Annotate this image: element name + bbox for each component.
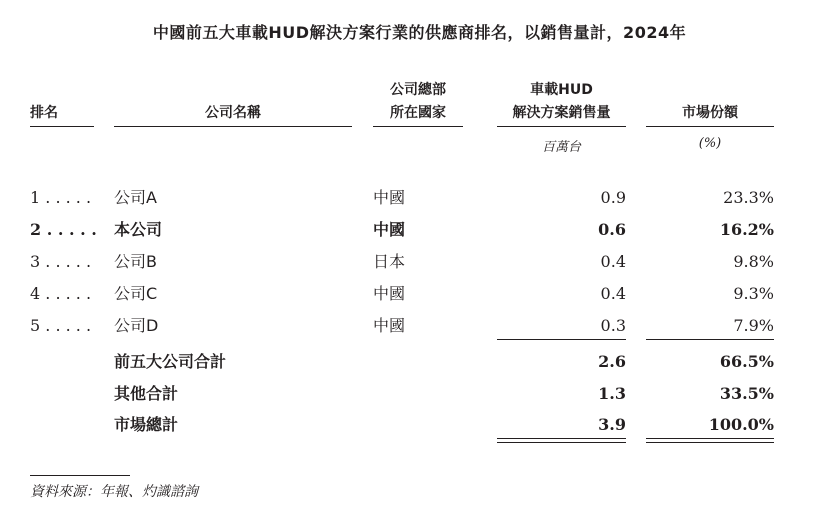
- company-cell: 公司A: [114, 188, 157, 207]
- country-cell: 中國: [373, 188, 406, 207]
- unit-volume: 百萬台: [541, 140, 581, 155]
- country-cell: 中國: [373, 284, 406, 303]
- header-share: 市場份額: [682, 105, 738, 121]
- company-cell: 公司C: [114, 284, 158, 303]
- rank-cell: 2 . . . . .: [30, 220, 97, 239]
- header-underline-hq: [373, 126, 463, 127]
- volume-cell: 0.4: [600, 284, 626, 303]
- header-rank: 排名: [30, 105, 58, 121]
- total-volume: 2.6: [598, 352, 626, 371]
- company-cell: 本公司: [114, 220, 163, 239]
- double-rule-volume-top: [497, 438, 626, 439]
- rank-cell: 3 . . . . .: [30, 252, 92, 271]
- share-cell: 23.3%: [723, 188, 774, 207]
- header-hq-line1: 公司總部: [390, 82, 446, 98]
- header-underline-share: [646, 126, 774, 127]
- double-rule-share-bottom: [646, 442, 774, 443]
- header-hq-line2: 所在國家: [390, 105, 446, 121]
- header-volume-line2: 解決方案銷售量: [512, 105, 611, 121]
- share-cell: 9.8%: [733, 252, 774, 271]
- total-share: 66.5%: [719, 352, 774, 371]
- total-label: 前五大公司合計: [114, 352, 227, 371]
- rank-cell: 1 . . . . .: [30, 188, 92, 207]
- double-rule-share-top: [646, 438, 774, 439]
- header-company: 公司名稱: [205, 105, 261, 121]
- share-cell: 9.3%: [733, 284, 774, 303]
- total-share: 33.5%: [719, 384, 774, 403]
- company-cell: 公司D: [114, 316, 159, 335]
- volume-cell: 0.4: [600, 252, 626, 271]
- total-volume: 3.9: [598, 415, 626, 434]
- total-label: 其他合計: [114, 384, 179, 403]
- header-underline-rank: [30, 126, 94, 127]
- volume-cell: 0.3: [600, 316, 626, 335]
- share-cell: 7.9%: [733, 316, 774, 335]
- total-volume: 1.3: [598, 384, 626, 403]
- source-note: 資料來源：年報、灼識諮詢: [30, 484, 198, 500]
- table-title: 中國前五大車載HUD解決方案行業的供應商排名，以銷售量計，2024年: [152, 23, 687, 42]
- header-underline-volume: [497, 126, 626, 127]
- header-underline-company: [114, 126, 352, 127]
- header-volume-line1: 車載HUD: [530, 82, 593, 98]
- subtotal-rule-volume: [497, 339, 626, 340]
- country-cell: 中國: [373, 220, 406, 239]
- country-cell: 日本: [373, 252, 406, 271]
- rank-cell: 4 . . . . .: [30, 284, 92, 303]
- country-cell: 中國: [373, 316, 406, 335]
- total-share: 100.0%: [708, 415, 774, 434]
- total-label: 市場總計: [114, 415, 179, 434]
- volume-cell: 0.9: [600, 188, 626, 207]
- subtotal-rule-share: [646, 339, 774, 340]
- volume-cell: 0.6: [598, 220, 626, 239]
- share-cell: 16.2%: [719, 220, 774, 239]
- company-cell: 公司B: [114, 252, 157, 271]
- footnote-divider: [30, 475, 130, 476]
- double-rule-volume-bottom: [497, 442, 626, 443]
- rank-cell: 5 . . . . .: [30, 316, 92, 335]
- unit-share: (%): [698, 136, 722, 151]
